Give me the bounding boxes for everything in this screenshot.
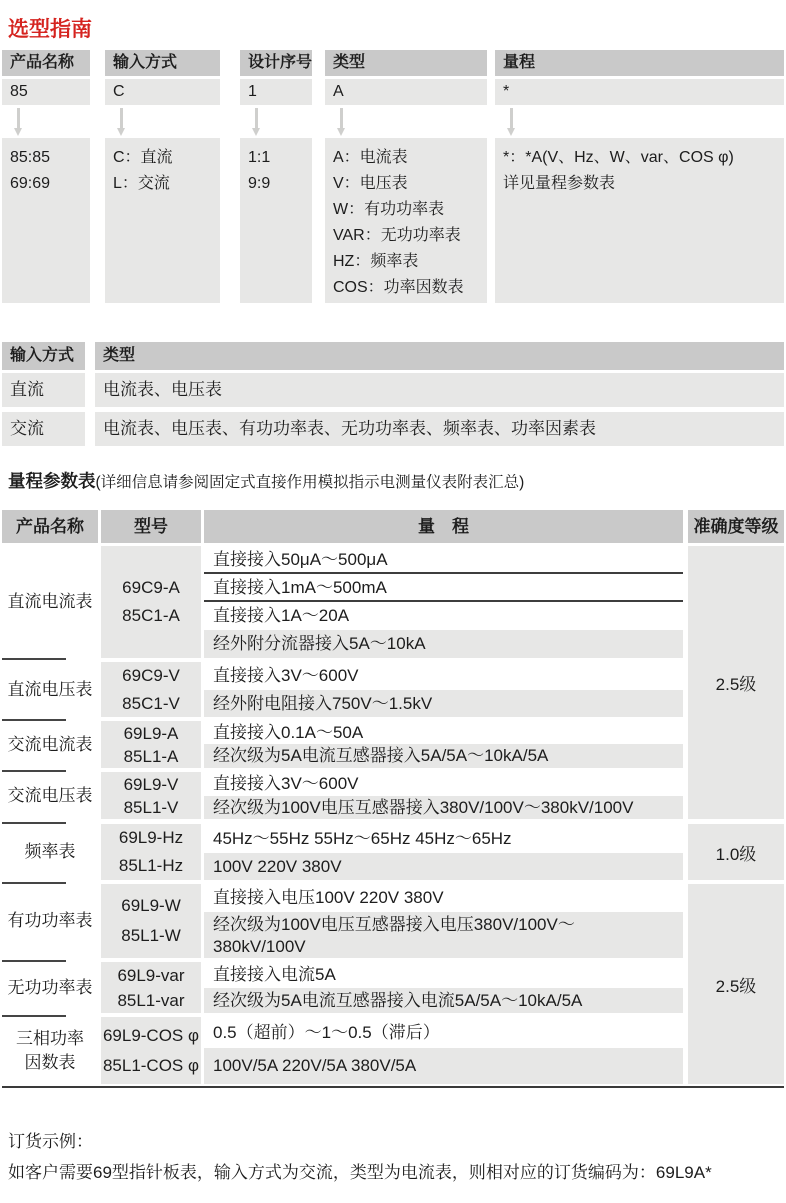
model-cell bbox=[101, 962, 201, 1013]
range-cell: 直接接入3V～600V bbox=[213, 774, 359, 793]
detail-line: L：交流 bbox=[113, 175, 170, 192]
selector-value-type: A bbox=[325, 79, 487, 105]
model-cell bbox=[101, 721, 201, 768]
selector-header-type: 类型 bbox=[325, 50, 487, 76]
group-divider bbox=[2, 658, 66, 660]
order-example-text: 如客户需要69型指针板表，输入方式为交流，类型为电流表，则相对应的订货编码为：69L9A* bbox=[8, 1163, 712, 1182]
range-section-subtitle: (详细信息请参阅固定式直接作用模拟指示电测量仪表附表汇总) bbox=[95, 474, 525, 491]
accuracy-cell: 2.5级 bbox=[688, 884, 784, 1084]
product-name bbox=[2, 1017, 98, 1084]
input-table-row-input: 交流 bbox=[2, 412, 85, 446]
selector-header-series: 设计序号 bbox=[240, 50, 312, 76]
selector-value-input: C bbox=[105, 79, 220, 105]
product-name: 有功功率表 bbox=[2, 884, 98, 958]
product-name: 直流电流表 bbox=[2, 546, 98, 658]
detail-line: 1:1 bbox=[248, 149, 271, 166]
detail-line: *：*A(V、Hz、W、var、COS φ) bbox=[503, 149, 734, 166]
range-cell: 直接接入1mA～500mA bbox=[204, 574, 683, 602]
range-cell: 直接接入3V～600V bbox=[213, 666, 359, 685]
selector-detail-range bbox=[495, 138, 784, 303]
model-number: 69L9-V bbox=[123, 774, 179, 794]
range-cell: 100V/5A 220V/5A 380V/5A bbox=[204, 1048, 683, 1084]
detail-line: V：电压表 bbox=[333, 175, 408, 192]
model-number: 69C9-A bbox=[122, 578, 180, 597]
group-divider bbox=[2, 770, 66, 772]
selector-value-series: 1 bbox=[240, 79, 312, 105]
selector-detail-series bbox=[240, 138, 312, 303]
range-section-title-bold: 量程参数表 bbox=[8, 471, 96, 491]
model-number: 69L9-W bbox=[121, 896, 181, 915]
model-number: 85L1-COS φ bbox=[102, 1055, 200, 1075]
model-number: 69L9-COS φ bbox=[102, 1025, 200, 1045]
model-number: 69L9-A bbox=[123, 723, 179, 743]
model-number: 85L1-A bbox=[123, 746, 179, 766]
range-table-header-accuracy: 准确度等级 bbox=[688, 510, 784, 543]
down-arrow-icon bbox=[337, 108, 346, 136]
group-divider bbox=[2, 1015, 66, 1017]
range-cell: 直接接入电压100V 220V 380V bbox=[213, 888, 444, 907]
product-name-line: 因数表 bbox=[24, 1052, 76, 1072]
selector-detail-type bbox=[325, 138, 487, 303]
detail-line: VAR：无功功率表 bbox=[333, 227, 461, 244]
range-cell: 0.5（超前）～1～0.5（滞后） bbox=[213, 1023, 440, 1042]
detail-line: A：电流表 bbox=[333, 149, 408, 166]
input-table-row-input: 直流 bbox=[2, 373, 85, 407]
detail-line: 详见量程参数表 bbox=[503, 175, 616, 192]
down-arrow-icon bbox=[117, 108, 126, 136]
detail-line: HZ：频率表 bbox=[333, 253, 419, 270]
input-table-header-input: 输入方式 bbox=[2, 342, 85, 370]
product-name: 频率表 bbox=[2, 824, 98, 880]
group-divider bbox=[2, 719, 66, 721]
detail-line: W：有功功率表 bbox=[333, 201, 445, 218]
range-cell: 45Hz～55Hz 55Hz～65Hz 45Hz～65Hz bbox=[213, 829, 512, 848]
selector-value-product: 85 bbox=[2, 79, 90, 105]
selector-detail-input bbox=[105, 138, 220, 303]
range-table-header-model: 型号 bbox=[101, 510, 201, 543]
model-cell bbox=[101, 772, 201, 819]
product-name: 直流电压表 bbox=[2, 662, 98, 717]
range-cell: 经次级为100V电压互感器接入电压380V/100V～380kV/100V bbox=[204, 912, 683, 958]
input-table-row-types: 电流表、电压表 bbox=[95, 373, 784, 407]
product-name: 交流电压表 bbox=[2, 772, 98, 819]
range-cell: 经次级为100V电压互感器接入380V/100V～380kV/100V bbox=[204, 796, 683, 819]
range-cell: 100V 220V 380V bbox=[204, 853, 683, 880]
model-cell bbox=[101, 1017, 201, 1084]
model-number: 69C9-V bbox=[122, 665, 180, 685]
range-cell: 直接接入1A～20A bbox=[213, 606, 350, 625]
down-arrow-icon bbox=[252, 108, 261, 136]
product-name: 交流电流表 bbox=[2, 721, 98, 768]
detail-line: 69:69 bbox=[10, 175, 51, 192]
group-divider bbox=[2, 960, 66, 962]
range-cell: 直接接入50μA～500μA bbox=[204, 546, 683, 574]
selector-header-product: 产品名称 bbox=[2, 50, 90, 76]
down-arrow-icon bbox=[507, 108, 516, 136]
range-cell: 经外附电阻接入750V～1.5kV bbox=[204, 690, 683, 717]
selector-header-input: 输入方式 bbox=[105, 50, 220, 76]
range-section-title bbox=[8, 468, 524, 493]
range-table-header-range: 量 程 bbox=[204, 510, 683, 543]
order-example-label: 订货示例： bbox=[8, 1132, 93, 1151]
accuracy-cell: 1.0级 bbox=[688, 824, 784, 880]
range-cell: 经次级为5A电流互感器接入电流5A/5A～10kA/5A bbox=[204, 988, 683, 1013]
model-cell bbox=[101, 884, 201, 958]
model-number: 85L1-V bbox=[123, 797, 179, 817]
model-number: 85C1-A bbox=[122, 606, 180, 625]
product-name-line: 三相功率 bbox=[16, 1028, 84, 1048]
down-arrow-icon bbox=[14, 108, 23, 136]
model-number: 85L1-var bbox=[117, 990, 185, 1010]
range-cell: 直接接入0.1A～50A bbox=[213, 723, 364, 742]
model-number: 69L9-var bbox=[117, 965, 185, 985]
model-number: 85L1-Hz bbox=[118, 856, 184, 875]
detail-line: COS：功率因数表 bbox=[333, 279, 464, 296]
input-table-header-type: 类型 bbox=[95, 342, 784, 370]
selector-detail-product bbox=[2, 138, 90, 303]
model-number: 69L9-Hz bbox=[118, 828, 184, 847]
model-number: 85L1-W bbox=[121, 926, 181, 945]
selector-value-range: * bbox=[495, 79, 784, 105]
group-divider bbox=[2, 822, 66, 824]
group-divider bbox=[2, 882, 66, 884]
detail-line: C：直流 bbox=[113, 149, 173, 166]
page-title: 选型指南 bbox=[8, 18, 92, 41]
product-name: 无功功率表 bbox=[2, 962, 98, 1013]
model-number: 85C1-V bbox=[122, 693, 180, 713]
model-cell bbox=[101, 546, 201, 658]
range-table-header-product: 产品名称 bbox=[2, 510, 98, 543]
selector-header-range: 量程 bbox=[495, 50, 784, 76]
detail-line: 9:9 bbox=[248, 175, 271, 192]
accuracy-cell: 2.5级 bbox=[688, 546, 784, 819]
table-bottom-border bbox=[2, 1086, 784, 1088]
range-cell: 经次级为5A电流互感器接入5A/5A～10kA/5A bbox=[204, 744, 683, 768]
model-cell bbox=[101, 824, 201, 880]
input-table-row-types: 电流表、电压表、有功功率表、无功功率表、频率表、功率因素表 bbox=[95, 412, 784, 446]
detail-line: 85:85 bbox=[10, 149, 51, 166]
model-cell bbox=[101, 662, 201, 717]
range-cell: 经外附分流器接入5A～10kA bbox=[204, 630, 683, 658]
range-cell: 直接接入电流5A bbox=[213, 965, 336, 984]
